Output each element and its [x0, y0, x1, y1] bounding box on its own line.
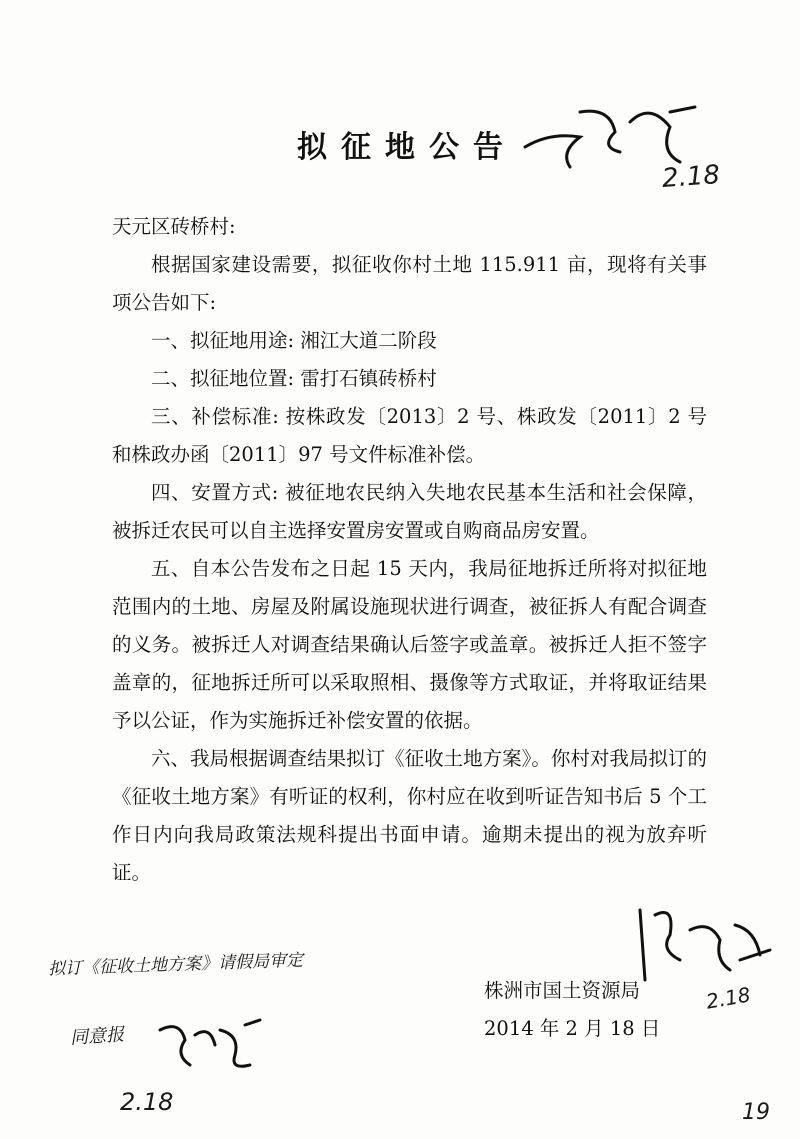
issuer-name: 株洲市国土资源局 — [484, 979, 641, 1002]
paragraph-3: 二、拟征地位置: 雷打石镇砖桥村 — [151, 367, 437, 390]
handwritten-page-number: 19 — [742, 1100, 770, 1125]
document-title: 拟征地公告 — [297, 130, 517, 165]
paragraph-1: 根据国家建设需要，拟征收你村土地 115.911 亩，现将有关事项公告如下: — [112, 253, 707, 314]
issue-date: 2014 年 2 月 18 日 — [484, 1017, 661, 1040]
paragraph-7: 六、我局根据调查结果拟订《征收土地方案》。你村对我局拟订的《征收土地方案》有听证的权利，你村应在收到听证告知书后 5 个工作日内向我局政策法规科提出书面申请。逾期未提出的视为放弃听证。 — [112, 747, 707, 884]
paragraph-6: 五、自本公告发布之日起 15 天内，我局征地拆迁所将对拟征地范围内的土地、房屋及附属设施现状进行调查，被征拆人有配合调查的义务。被拆迁人对调查结果确认后签字或盖章。被拆迁人拒不签字盖章的，征地拆迁所可以采取照相、摄像等方式取证，并将取证结果予以公证，作为实施拆迁补偿安置的依据。 — [112, 557, 707, 732]
handwritten-date-top: 2.18 — [661, 160, 721, 194]
handwritten-approval: 同意报 — [69, 1024, 125, 1049]
document-body — [112, 208, 707, 892]
issuer-block — [484, 972, 660, 1048]
signature-bottom — [150, 1010, 270, 1080]
paragraph-5: 四、安置方式: 被征地农民纳入失地农民基本生活和社会保障，被拆迁农民可以自主选择安置房安置或自购商品房安置。 — [112, 481, 707, 542]
handwritten-note: 拟订《征收土地方案》请假局审定 — [47, 950, 304, 980]
paragraph-2: 一、拟征地用途: 湘江大道二阶段 — [151, 329, 437, 352]
paragraph-4: 三、补偿标准: 按株政发〔2013〕2 号、株政发〔2011〕2 号和株政办函〔2011〕97 号文件标准补偿。 — [112, 405, 707, 466]
handwritten-date-bottom: 2.18 — [120, 1088, 174, 1116]
handwritten-date-right: 2.18 — [704, 982, 753, 1014]
addressee: 天元区砖桥村: — [112, 215, 236, 238]
